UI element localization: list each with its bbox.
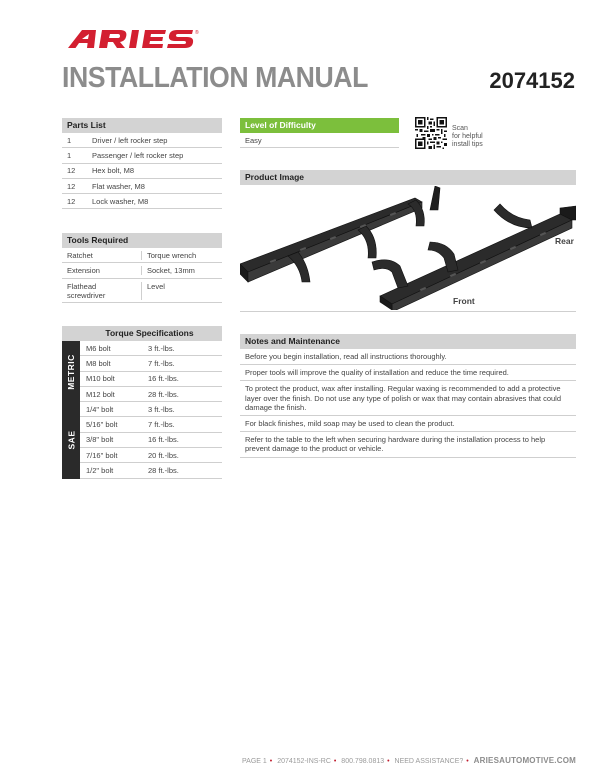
torque-value: 3 ft.-lbs. <box>148 343 175 353</box>
bolt-size: M12 bolt <box>86 389 115 399</box>
bolt-size: 1/2" bolt <box>86 466 114 476</box>
bolt-size: M8 bolt <box>86 358 111 368</box>
tool-cell: Flathead screwdriver <box>62 282 142 300</box>
note-item: Refer to the table to the left when securing hardware during the installation process to help prevent damage to the product or vehicle. <box>240 432 576 457</box>
part-number: 2074152 <box>489 68 575 93</box>
bolt-size: M10 bolt <box>86 374 115 384</box>
parts-list-header: Parts List <box>62 118 222 133</box>
notes-section <box>240 334 576 458</box>
tool-cell: Torque wrench <box>147 250 197 260</box>
bolt-size: 3/8" bolt <box>86 435 114 445</box>
torque-value: 16 ft.-lbs. <box>148 374 179 384</box>
note-item: Before you begin installation, read all instructions thoroughly. <box>240 349 576 365</box>
divider <box>240 311 576 312</box>
table-row <box>80 448 222 463</box>
rear-label: Rear <box>555 236 574 246</box>
bolt-size: 1/4" bolt <box>86 404 114 414</box>
torque-value: 20 ft.-lbs. <box>148 450 179 460</box>
parts-desc: Hex bolt, M8 <box>92 166 135 176</box>
sae-group <box>62 402 222 478</box>
parts-qty: 1 <box>67 135 72 145</box>
bolt-size: 5/16" bolt <box>86 420 118 430</box>
table-row <box>80 341 222 356</box>
torque-value: 16 ft.-lbs. <box>148 435 179 445</box>
difficulty-box <box>240 118 399 148</box>
tools-header: Tools Required <box>62 233 222 248</box>
aries-logo <box>62 26 212 52</box>
tool-cell: Ratchet <box>62 251 142 260</box>
product-image <box>240 186 576 310</box>
table-row <box>62 248 222 263</box>
footer-phone: 800.798.0813 <box>341 758 385 765</box>
qr-caption-line: Scan <box>452 125 468 132</box>
parts-qty: 12 <box>67 181 76 191</box>
table-row <box>80 417 222 432</box>
table-row <box>62 279 222 303</box>
tool-cell: Level <box>147 281 165 291</box>
torque-value: 7 ft.-lbs. <box>148 420 175 430</box>
bolt-size: M6 bolt <box>86 343 111 353</box>
metric-label: METRIC <box>66 353 76 390</box>
difficulty-header: Level of Difficulty <box>240 118 399 133</box>
qr-caption <box>452 125 483 149</box>
tool-cell: Extension <box>62 266 142 275</box>
parts-qty: 1 <box>67 150 72 160</box>
table-row <box>62 164 222 179</box>
torque-value: 7 ft.-lbs. <box>148 358 175 368</box>
table-row <box>80 387 222 402</box>
qr-caption-line: for helpful <box>452 133 483 140</box>
qr-code-icon[interactable] <box>415 117 447 149</box>
torque-table <box>62 326 222 479</box>
table-row <box>80 402 222 417</box>
parts-qty: 12 <box>67 166 76 176</box>
torque-value: 28 ft.-lbs. <box>148 389 179 399</box>
parts-desc: Lock washer, M8 <box>92 196 149 206</box>
parts-qty: 12 <box>67 196 76 206</box>
table-row <box>62 263 222 278</box>
note-item: Proper tools will improve the quality of installation and reduce the time required. <box>240 365 576 381</box>
table-row <box>80 463 222 478</box>
table-row <box>80 372 222 387</box>
note-item: To protect the product, wax after installing. Regular waxing is recommended to add a protective layer over the finish. Do not use any type of polish or wax that may contain abrasives that could damage the finish. <box>240 381 576 416</box>
parts-list-table <box>62 118 222 209</box>
notes-header: Notes and Maintenance <box>240 334 576 349</box>
parts-desc: Passenger / left rocker step <box>92 150 184 160</box>
torque-value: 28 ft.-lbs. <box>148 466 179 476</box>
table-row <box>62 148 222 163</box>
table-row <box>62 179 222 194</box>
bolt-size: 7/16" bolt <box>86 450 118 460</box>
product-image-header: Product Image <box>240 170 576 185</box>
metric-side-label <box>62 341 80 402</box>
parts-desc: Flat washer, M8 <box>92 181 145 191</box>
difficulty-value: Easy <box>240 133 399 148</box>
page-title: INSTALLATION MANUAL <box>62 62 368 94</box>
table-row <box>80 433 222 448</box>
table-row <box>80 356 222 371</box>
footer-assist: NEED ASSISTANCE? <box>394 758 464 765</box>
sae-side-label <box>62 402 80 478</box>
torque-value: 3 ft.-lbs. <box>148 404 175 414</box>
footer: PAGE 1 • 2074152-INS-RC • 800.798.0813 • NEED ASSISTANCE? • ARIESAUTOMOTIVE.COM <box>242 756 576 765</box>
sae-label: SAE <box>66 430 77 450</box>
table-row <box>62 194 222 209</box>
footer-page: PAGE 1 <box>242 758 267 765</box>
table-row <box>62 133 222 148</box>
qr-caption-line: install tips <box>452 141 483 148</box>
product-image-section <box>240 170 576 185</box>
svg-text:®: ® <box>195 30 199 36</box>
footer-doc: 2074152-INS-RC <box>277 758 331 765</box>
tools-table <box>62 233 222 303</box>
front-label: Front <box>453 296 475 306</box>
footer-website-link[interactable]: ARIESAUTOMOTIVE.COM <box>473 756 576 765</box>
parts-desc: Driver / left rocker step <box>92 135 168 145</box>
note-item: For black finishes, mild soap may be used to clean the product. <box>240 416 576 432</box>
torque-header: Torque Specifications <box>62 326 222 341</box>
tool-cell: Socket, 13mm <box>147 265 195 275</box>
metric-group <box>62 341 222 402</box>
